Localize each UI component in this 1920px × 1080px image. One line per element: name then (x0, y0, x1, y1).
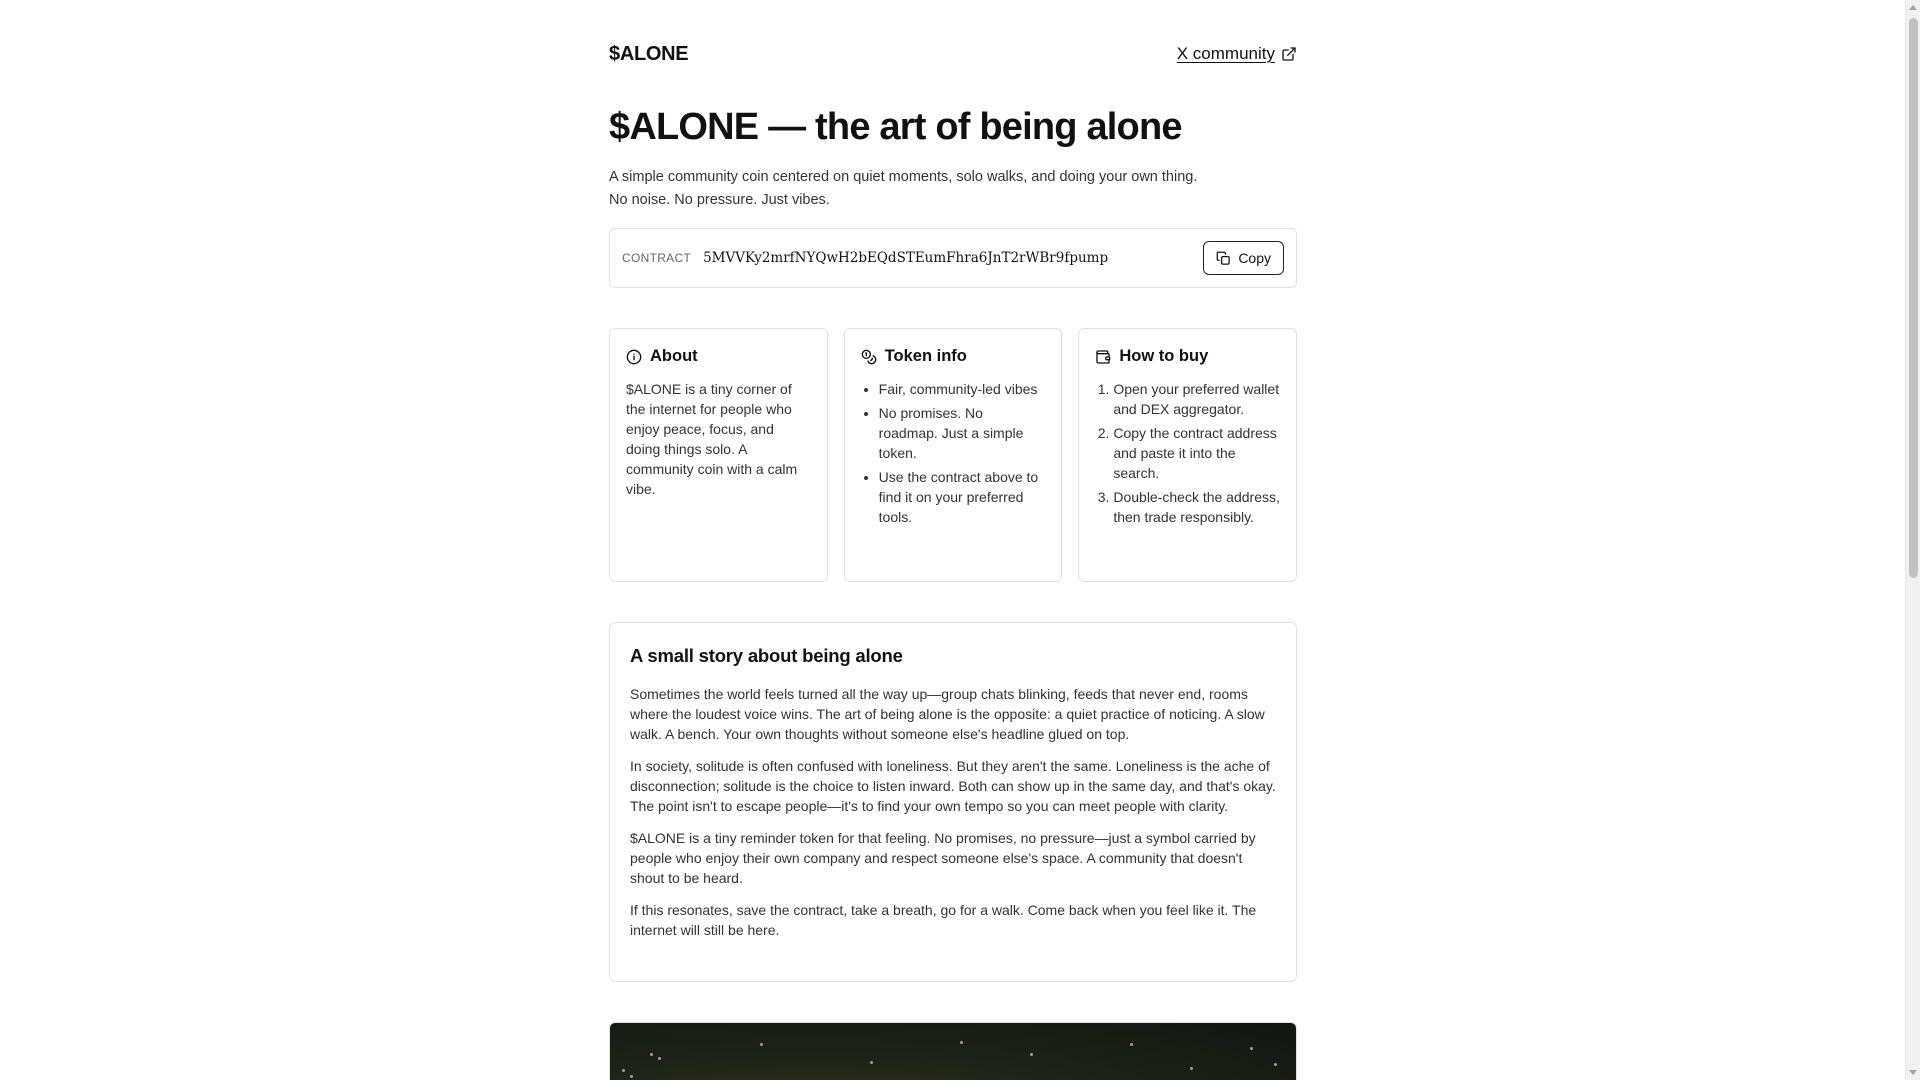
image-speck (650, 1053, 653, 1056)
image-speck (760, 1043, 763, 1046)
page-scrollbar[interactable] (1905, 0, 1920, 1080)
image-speck (1130, 1043, 1133, 1046)
intro-text (609, 166, 1297, 212)
image-speck (658, 1057, 661, 1060)
about-card-text: $ALONE is a tiny corner of the internet for people who enjoy peace, focus, and doing things solo. A community coin with a calm vibe. (626, 381, 798, 497)
contract-address[interactable]: 5MVVKy2mrfNYQwH2bEQdSTEumFhra6JnT2rWBr9fpump (703, 250, 1109, 266)
story-paragraph: Sometimes the world feels turned all the way up—group chats blinking, feeds that never end, rooms where the loudest voice wins. The art of being alone is the opposite: a quiet practice of noticing. A slow walk. A bench. Your own thoughts without someone else's headline glued on top. (630, 686, 1265, 742)
page-title: $ALONE — the art of being alone (609, 106, 1182, 148)
intro-line-2: No noise. No pressure. Just vibes. (609, 192, 830, 208)
story-section (609, 622, 1297, 982)
list-item: 3. Double-check the address, then trade responsibly. (1113, 487, 1280, 527)
how-to-buy-steps (1095, 379, 1280, 527)
how-to-buy-card (1078, 328, 1297, 582)
scroll-up-arrow[interactable] (1909, 5, 1917, 10)
contract-box (609, 228, 1297, 288)
how-to-buy-card-body (1095, 379, 1280, 527)
wallet-icon (1095, 349, 1111, 365)
about-card-header (626, 347, 811, 366)
how-to-buy-card-header (1095, 347, 1280, 366)
intro-line-1: A simple community coin centered on quiet moments, solo walks, and doing your own thing. (609, 169, 1198, 185)
about-card (609, 328, 828, 582)
copy-button-label: Copy (1238, 250, 1271, 266)
info-icon (626, 349, 642, 365)
external-link-icon (1281, 46, 1297, 62)
copy-icon (1216, 251, 1231, 266)
contract-label: CONTRACT (622, 251, 692, 265)
token-info-card (844, 328, 1063, 582)
image-speck (960, 1041, 963, 1044)
token-info-card-header (861, 347, 1046, 366)
image-speck (1274, 1063, 1277, 1066)
how-to-buy-card-title: How to buy (1119, 347, 1209, 365)
list-item: • Fair, community-led vibes (879, 379, 1046, 399)
image-speck (1030, 1053, 1033, 1056)
hero-image (609, 1022, 1297, 1080)
list-item: 2. Copy the contract address and paste it into the search. (1113, 423, 1280, 483)
copy-button[interactable] (1203, 241, 1284, 275)
about-card-title: About (650, 347, 698, 365)
top-bar (609, 0, 1297, 108)
scroll-down-arrow[interactable] (1909, 1070, 1917, 1075)
page-container (609, 0, 1297, 1080)
image-speck (622, 1069, 625, 1072)
x-community-link[interactable] (1177, 44, 1297, 64)
token-info-list (861, 379, 1046, 527)
x-community-label: X community (1176, 44, 1275, 63)
story-paragraph: In society, solitude is often confused with loneliness. But they aren't the same. Loneliness is the ache of disconnection; solitude is the choice to listen inward. Both can show up in the same day, and that's okay. The point isn't to escape people—it's to find your own tempo so you can meet people with clarity. (630, 758, 1276, 814)
image-speck (630, 1075, 633, 1078)
image-speck (1190, 1067, 1193, 1070)
list-item: 1. Open your preferred wallet and DEX aggregator. (1113, 379, 1280, 419)
token-info-card-title: Token info (884, 347, 967, 365)
info-cards (609, 328, 1297, 582)
list-item: • No promises. No roadmap. Just a simple token. (879, 403, 1046, 463)
image-speck (870, 1061, 873, 1064)
list-item: • Use the contract above to find it on your preferred tools. (879, 467, 1046, 527)
story-paragraph: If this resonates, save the contract, take a breath, go for a walk. Come back when you feel like it. The internet will still be here. (630, 902, 1257, 938)
story-title: A small story about being alone (630, 645, 903, 666)
story-paragraph: $ALONE is a tiny reminder token for that feeling. No promises, no pressure—just a symbol carried by people who enjoy their own company and respect someone else's space. A community that doesn't shout to be heard. (630, 830, 1256, 886)
coins-icon (861, 349, 877, 365)
image-speck (1250, 1047, 1253, 1050)
site-logo[interactable]: $ALONE (609, 42, 689, 65)
token-info-card-body (861, 379, 1046, 527)
scrollbar-thumb[interactable] (1909, 18, 1918, 578)
